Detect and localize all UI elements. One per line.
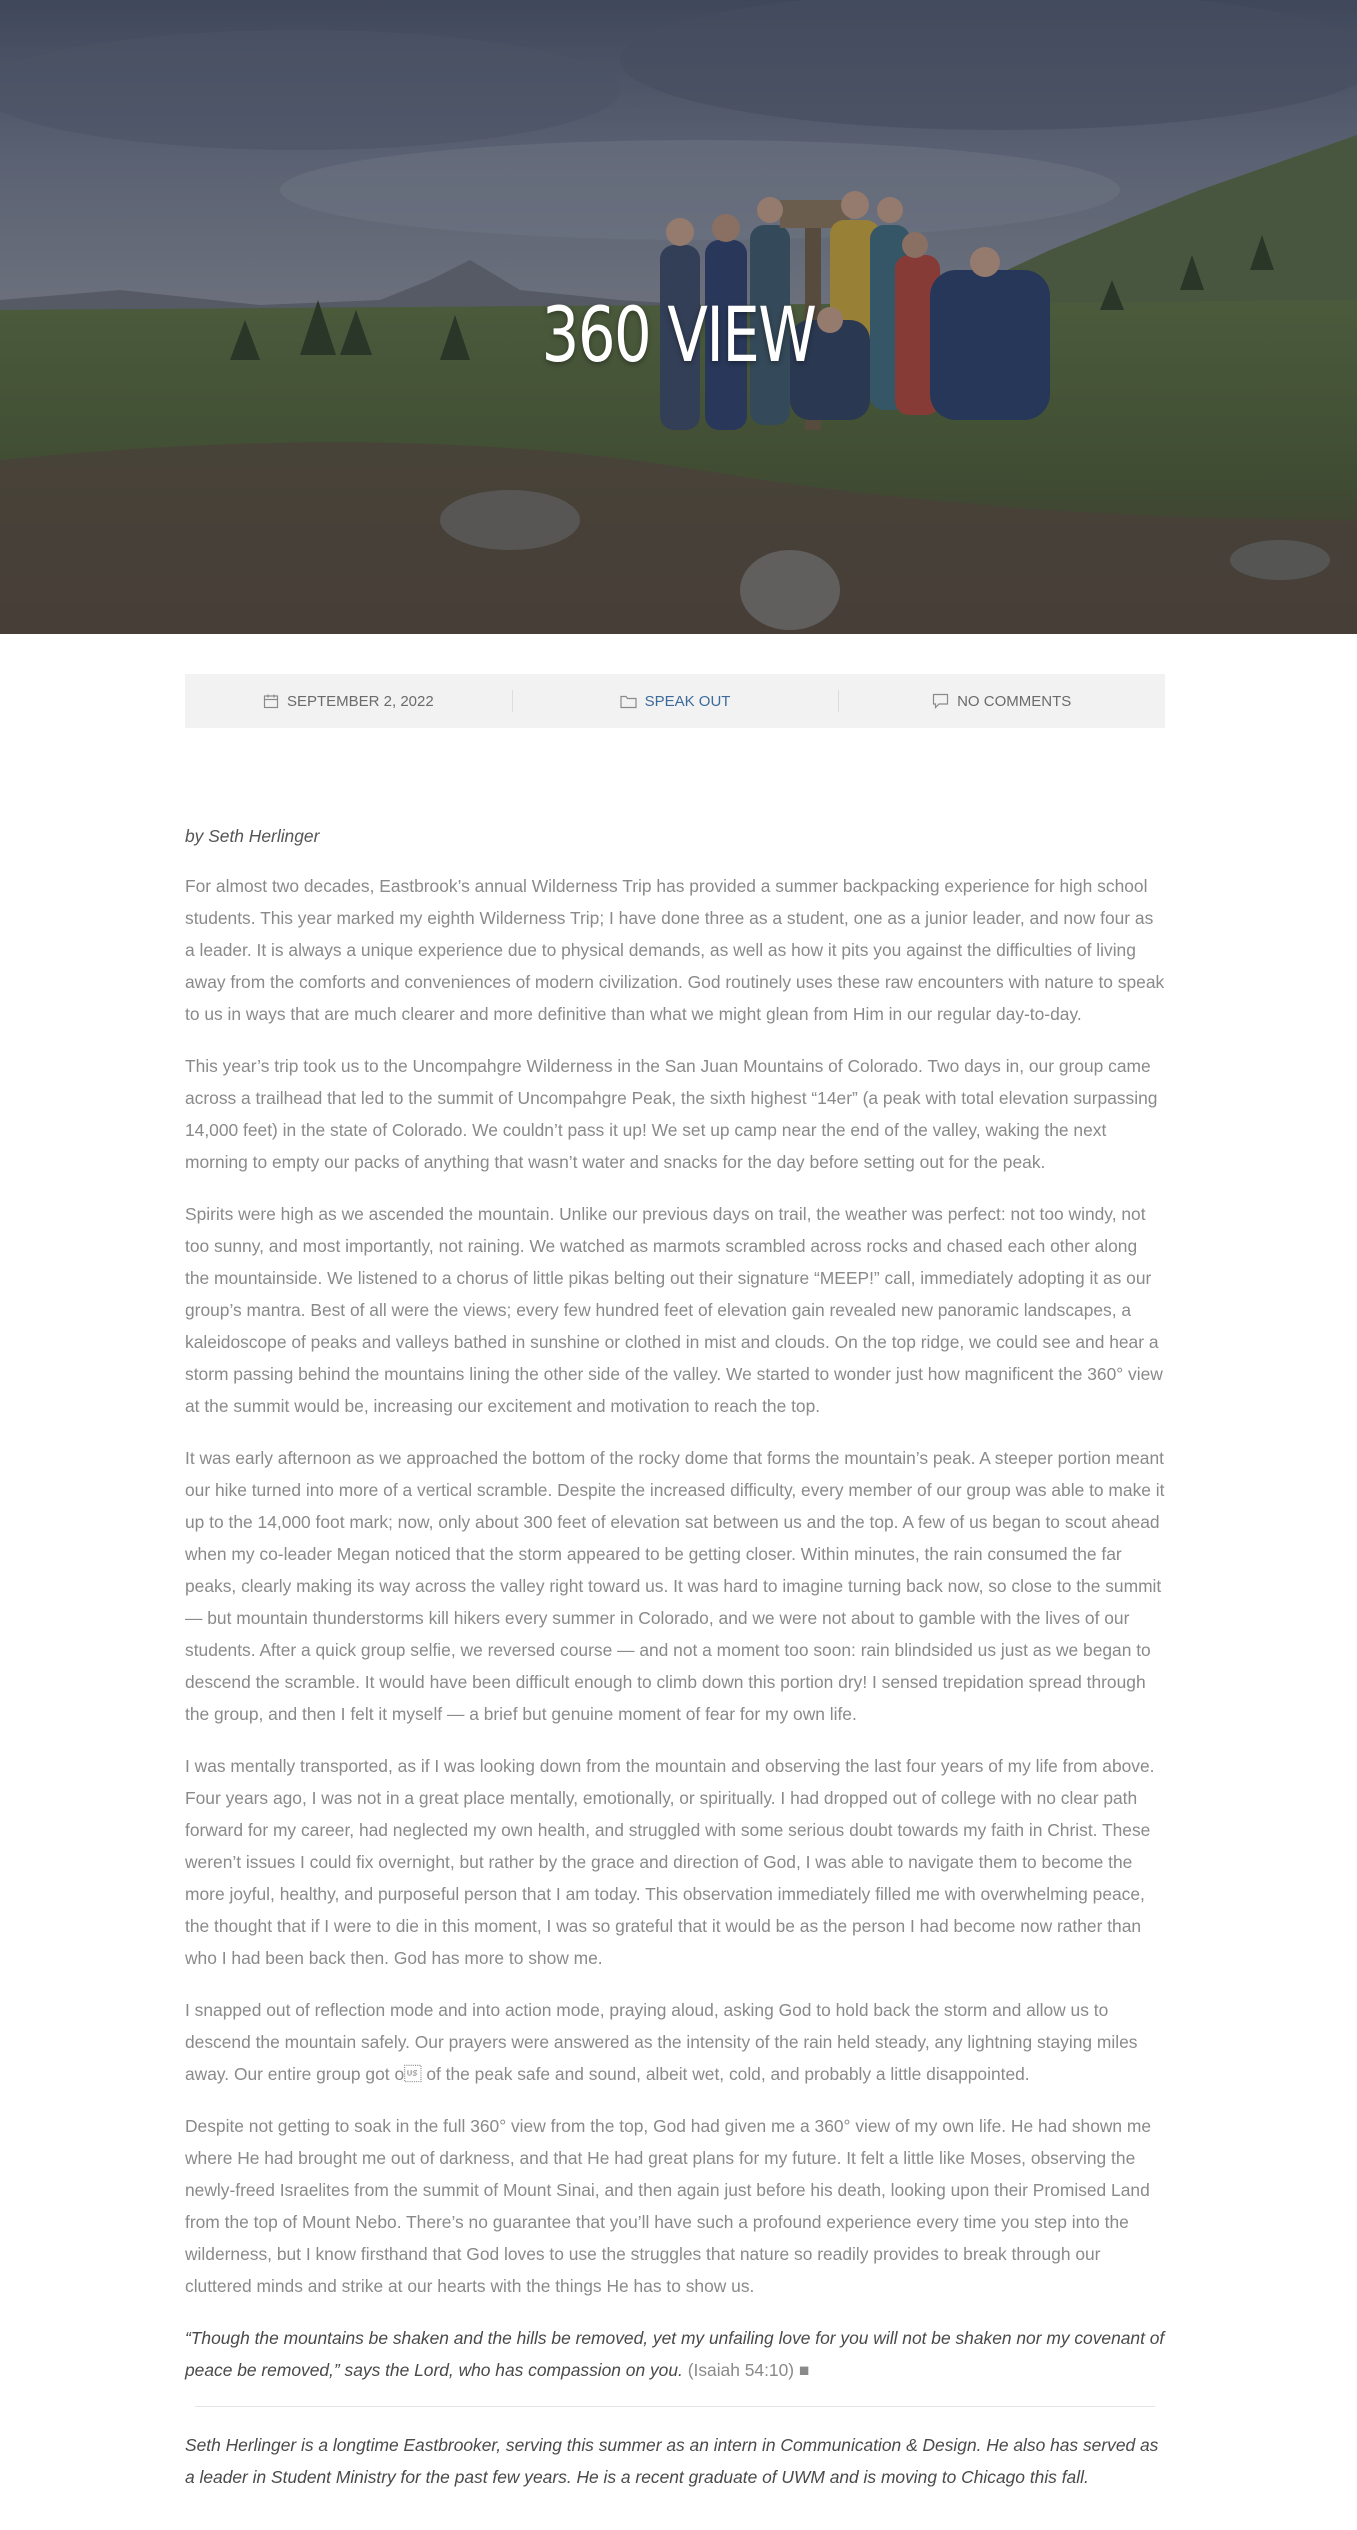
quote-reference: (Isaiah 54:10)	[687, 2360, 795, 2380]
post-date	[185, 674, 512, 728]
article-paragraph: Spirits were high as we ascended the mountain. Unlike our previous days on trail, the weather was perfect: not too windy, not too sunny, and most importantly, not raining. We watched as marmots scrambled across rocks and chased each other along the mountainside. We listened to a chorus of little pikas belting out their signature “MEEP!” call, immediately adopting it as our group’s mantra. Best of all were the views; every few hundred feet of elevation gain revealed new panoramic landscapes, a kaleidoscope of peaks and valleys bathed in sunshine or clothed in mist and clouds. On the top ridge, we could see and hear a storm passing behind the mountains lining the other side of the valley. We started to wonder just how magnificent the 360° view at the summit would be, increasing our excitement and motivation to reach the top.	[185, 1204, 1163, 1416]
comments-link[interactable]: NO COMMENTS	[957, 692, 1072, 710]
post-category[interactable]	[512, 674, 839, 728]
article-paragraph: It was early afternoon as we approached the bottom of the rocky dome that forms the mountain’s peak. A steeper portion meant our hike turned into more of a vertical scramble. Despite the increased difficulty, every member of our group was able to make it up to the 14,000 foot mark; now, only about 300 feet of elevation sat between us and the top. A few of us began to scout ahead when my co-leader Megan noticed that the storm appeared to be getting closer. Within minutes, the rain consumed the far peaks, clearly making its way across the valley right toward us. It was hard to imagine turning back now, so close to the summit — but mountain thunderstorms kill hikers every summer in Colorado, and we were not about to gamble with the lives of our students. After a quick group selfie, we reversed course — and not a moment too soon: rain blindsided us just as we began to descend the scramble. It would have been difficult enough to climb down this portion dry! I sensed trepidation spread through the group, and then I felt it myself — a brief but genuine moment of fear for my own life.	[185, 1448, 1165, 1724]
article-body	[185, 820, 1165, 2513]
divider	[195, 2406, 1155, 2407]
folder-icon	[620, 694, 637, 709]
category-link[interactable]: SPEAK OUT	[644, 692, 731, 710]
article-paragraph: I snapped out of reflection mode and into action mode, praying aloud, asking God to hold back the storm and allow us to descend the mountain safely. Our prayers were answered as the intensity of the rain held steady, any lightning staying miles away. Our entire group got o of the peak safe and sound, albeit wet, cold, and probably a little disappointed.	[185, 2000, 1138, 2084]
hero-banner	[0, 0, 1357, 634]
article-paragraph: Despite not getting to soak in the full 360° view from the top, God had given me a 360° view of my own life. He had shown me where He had brought me out of darkness, and that He had great plans for my future. It felt a little like Moses, observing the newly-freed Israelites from the summit of Mount Sinai, and then again just before his death, looking upon their Promised Land from the top of Mount Nebo. There’s no guarantee that you’ll have such a profound experience every time you step into the wilderness, but I know firsthand that God loves to use the struggles that nature so readily provides to break through our cluttered minds and strike at our hearts with the things He has to show us.	[185, 2116, 1152, 2296]
page-title: 360 VIEW	[541, 290, 816, 379]
quote-text: “Though the mountains be shaken and the hills be removed, yet my unfailing love for you will not be shaken nor my covenant of peace be removed,” says the Lord, who has compassion on you.	[185, 2328, 1165, 2380]
byline: by Seth Herlinger	[185, 826, 320, 846]
scripture-quote	[185, 2322, 1165, 2386]
post-meta-bar	[185, 674, 1165, 728]
author-bio: Seth Herlinger is a longtime Eastbrooker, serving this summer as an intern in Communication & Design. He also has served as a leader in Student Ministry for the past few years. He is a recent graduate of UWM and is moving to Chicago this fall.	[185, 2435, 1159, 2487]
article-paragraph: I was mentally transported, as if I was looking down from the mountain and observing the last four years of my life from above. Four years ago, I was not in a great place mentally, emotionally, or spiritually. I had dropped out of college with no clear path forward for my career, had neglected my own health, and struggled with some serious doubt towards my faith in Christ. These weren’t issues I could fix overnight, but rather by the grace and direction of God, I was able to navigate them to become the more joyful, healthy, and purposeful person that I am today. This observation immediately filled me with overwhelming peace, the thought that if I were to die in this moment, I was so grateful that it would be as the person I had become now rather than who I had been back then. God has more to show me.	[185, 1756, 1155, 1968]
article-paragraph: This year’s trip took us to the Uncompahgre Wilderness in the San Juan Mountains of Colorado. Two days in, our group came across a trailhead that led to the summit of Uncompahgre Peak, the sixth highest “14er” (a peak with total elevation surpassing 14,000 feet) in the state of Colorado. We couldn’t pass it up! We set up camp near the end of the valley, waking the next morning to empty our packs of anything that wasn’t water and snacks for the day before setting out for the peak.	[185, 1056, 1158, 1172]
article-paragraph: For almost two decades, Eastbrook’s annual Wilderness Trip has provided a summer backpacking experience for high school students. This year marked my eighth Wilderness Trip; I have done three as a student, one as a junior leader, and now four as a leader. It is always a unique experience due to physical demands, as well as how it pits you against the difficulties of living away from the comforts and conveniences of modern civilization. God routinely uses these raw encounters with nature to speak to us in ways that are much clearer and more definitive than what we might glean from Him in our regular day-to-day.	[185, 876, 1165, 1024]
calendar-icon	[263, 693, 279, 709]
post-date-text: SEPTEMBER 2, 2022	[286, 692, 434, 710]
end-mark: ■	[798, 2360, 810, 2380]
comment-icon	[932, 693, 949, 709]
post-comments[interactable]	[838, 674, 1165, 728]
